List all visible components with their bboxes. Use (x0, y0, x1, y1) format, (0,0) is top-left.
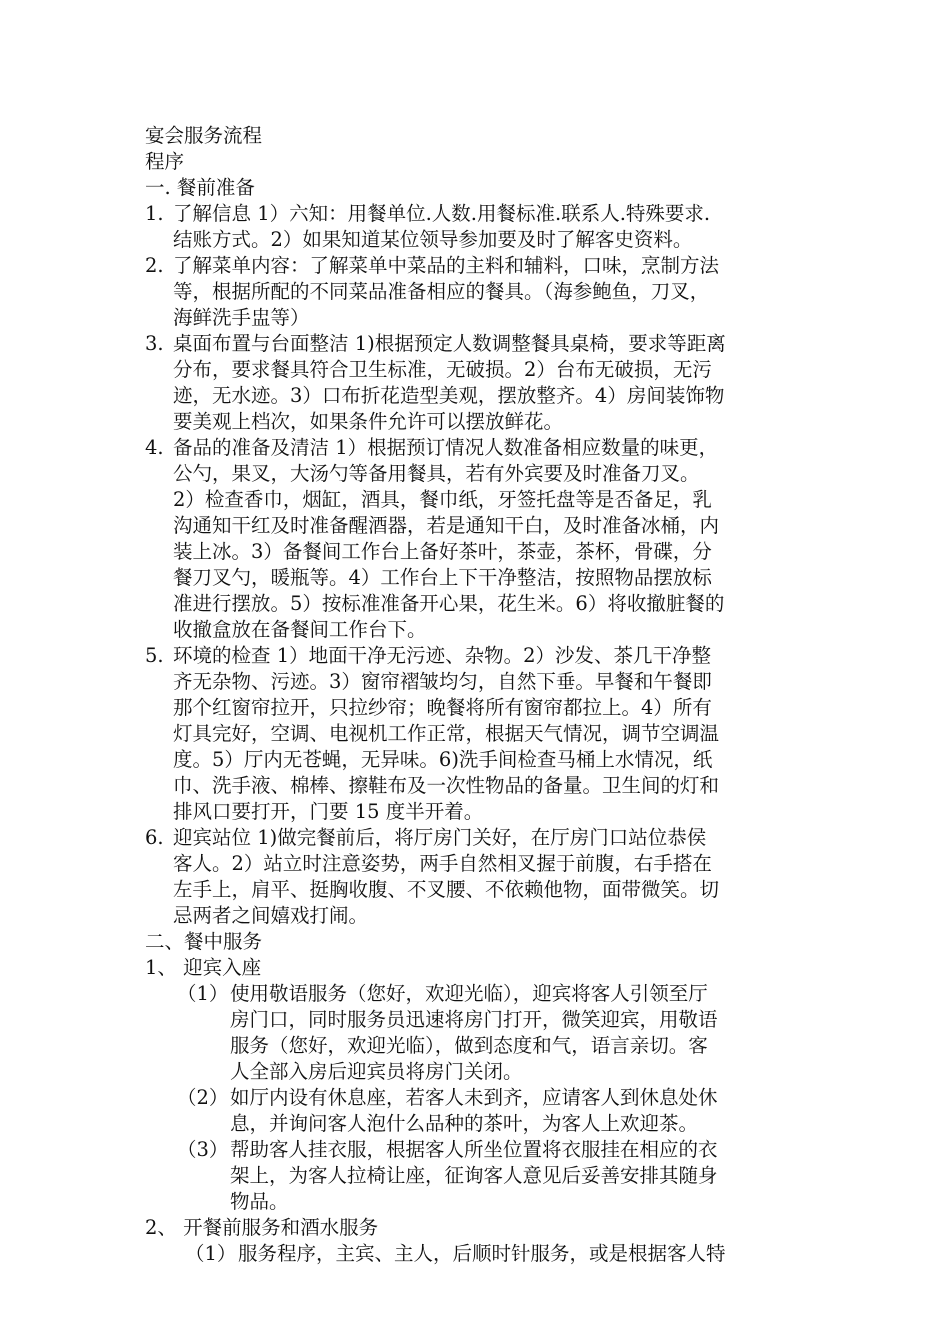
list-item-number: 4. (145, 436, 164, 459)
list-item-text: 齐无杂物、污迹。3）窗帘褶皱均匀，自然下垂。早餐和午餐即 (173, 670, 712, 693)
list-item-text: 2）检查香巾，烟缸，酒具，餐巾纸，牙签托盘等是否备足，乳 (173, 488, 712, 511)
document-title: 宴会服务流程 (145, 124, 263, 147)
list-item-text: 了解菜单内容：了解菜单中菜品的主料和辅料，口味，烹制方法 (173, 254, 720, 277)
list-item-text: 装上冰。3）备餐间工作台上备好茶叶，茶壶，茶杯，骨碟，分 (173, 540, 712, 563)
list-item-text: 备品的准备及清洁 1）根据预订情况人数准备相应数量的味更， (173, 436, 719, 459)
list-item-text: 巾、洗手液、棉棒、擦鞋布及一次性物品的备量。卫生间的灯和 (173, 774, 720, 797)
list-item-number: （1） (185, 1242, 237, 1265)
list-item-number: 6. (145, 826, 164, 849)
list-item-text: 如厅内设有休息座，若客人未到齐，应请客人到休息处休 (230, 1086, 718, 1109)
list-item-text: 帮助客人挂衣服，根据客人所坐位置将衣服挂在相应的衣 (230, 1138, 718, 1161)
list-item-text: 使用敬语服务（您好，欢迎光临），迎宾将客人引领至厅 (230, 982, 708, 1005)
list-item-text: 物品。 (230, 1190, 289, 1213)
list-item-number: 2. (145, 254, 164, 277)
list-item-text: 要美观上档次，如果条件允许可以摆放鲜花。 (173, 410, 564, 433)
list-item-number: （1） (177, 982, 229, 1005)
list-item-text: 服务（您好，欢迎光临），做到态度和气，语言亲切。客 (230, 1034, 708, 1057)
list-item-text: 结账方式。2）如果知道某位领导参加要及时了解客史资料。 (173, 228, 693, 251)
list-item-number: 1. (145, 202, 164, 225)
list-item-text: 环境的检查 1）地面干净无污迹、杂物。2）沙发、茶几干净整 (173, 644, 712, 667)
list-item-text: 架上，为客人拉椅让座，征询客人意见后妥善安排其随身 (230, 1164, 718, 1187)
section-heading: 一. 餐前准备 (145, 176, 255, 199)
list-item-text: 服务程序，主宾、主人，后顺时针服务，或是根据客人特 (238, 1242, 726, 1265)
list-item-number: （2） (177, 1086, 229, 1109)
list-item-text: 分布，要求餐具符合卫生标准，无破损。2）台布无破损，无污 (173, 358, 712, 381)
list-item-text: 等，根据所配的不同菜品准备相应的餐具。（海参鲍鱼，刀叉， (173, 280, 710, 303)
document-subtitle: 程序 (145, 150, 185, 173)
section-heading: 二、餐中服务 (145, 930, 263, 953)
list-item-text: 收撤盒放在备餐间工作台下。 (173, 618, 427, 641)
list-item-text: 人全部入房后迎宾员将房门关闭。 (230, 1060, 523, 1083)
list-item-text: 了解信息 1）六知：用餐单位.人数.用餐标准.联系人.特殊要求. (173, 202, 711, 225)
list-item-text: 沟通知干红及时准备醒酒器，若是通知干白，及时准备冰桶，内 (173, 514, 720, 537)
list-item-text: 公勺，果叉，大汤勺等备用餐具，若有外宾要及时准备刀叉。 (173, 462, 700, 485)
list-item-text: 排风口要打开，门要 15 度半开着。 (173, 800, 484, 823)
list-item-text: 忌两者之间嬉戏打闹。 (173, 904, 369, 927)
subsection-heading: 1、 迎宾入座 (145, 956, 262, 979)
list-item-text: 客人。2）站立时注意姿势，两手自然相叉握于前腹，右手搭在 (173, 852, 712, 875)
list-item-text: 餐刀叉勺，暖瓶等。4）工作台上下干净整洁，按照物品摆放标 (173, 566, 712, 589)
list-item-number: 3. (145, 332, 164, 355)
subsection-heading: 2、 开餐前服务和酒水服务 (145, 1216, 379, 1239)
list-item-text: 迹，无水迹。3）口布折花造型美观，摆放整齐。4）房间装饰物 (173, 384, 725, 407)
list-item-number: 5. (145, 644, 164, 667)
list-item-text: 息，并询问客人泡什么品种的茶叶，为客人上欢迎茶。 (230, 1112, 699, 1135)
list-item-text: 左手上，肩平、挺胸收腹、不叉腰、不依赖他物，面带微笑。切 (173, 878, 720, 901)
list-item-text: 桌面布置与台面整洁 1)根据预定人数调整餐具桌椅，要求等距离 (173, 332, 726, 355)
list-item-text: 度。5）厅内无苍蝇，无异味。6)洗手间检查马桶上水情况，纸 (173, 748, 713, 771)
list-item-text: 灯具完好，空调、电视机工作正常，根据天气情况，调节空调温 (173, 722, 720, 745)
list-item-text: 海鲜洗手盅等） (173, 306, 310, 329)
list-item-number: （3） (177, 1138, 229, 1161)
list-item-text: 房门口，同时服务员迅速将房门打开，微笑迎宾，用敬语 (230, 1008, 718, 1031)
list-item-text: 迎宾站位 1)做完餐前后，将厅房门关好，在厅房门口站位恭侯 (173, 826, 707, 849)
list-item-text: 那个红窗帘拉开，只拉纱帘；晚餐将所有窗帘都拉上。4）所有 (173, 696, 712, 719)
list-item-text: 准进行摆放。5）按标准准备开心果，花生米。6）将收撤脏餐的 (173, 592, 725, 615)
